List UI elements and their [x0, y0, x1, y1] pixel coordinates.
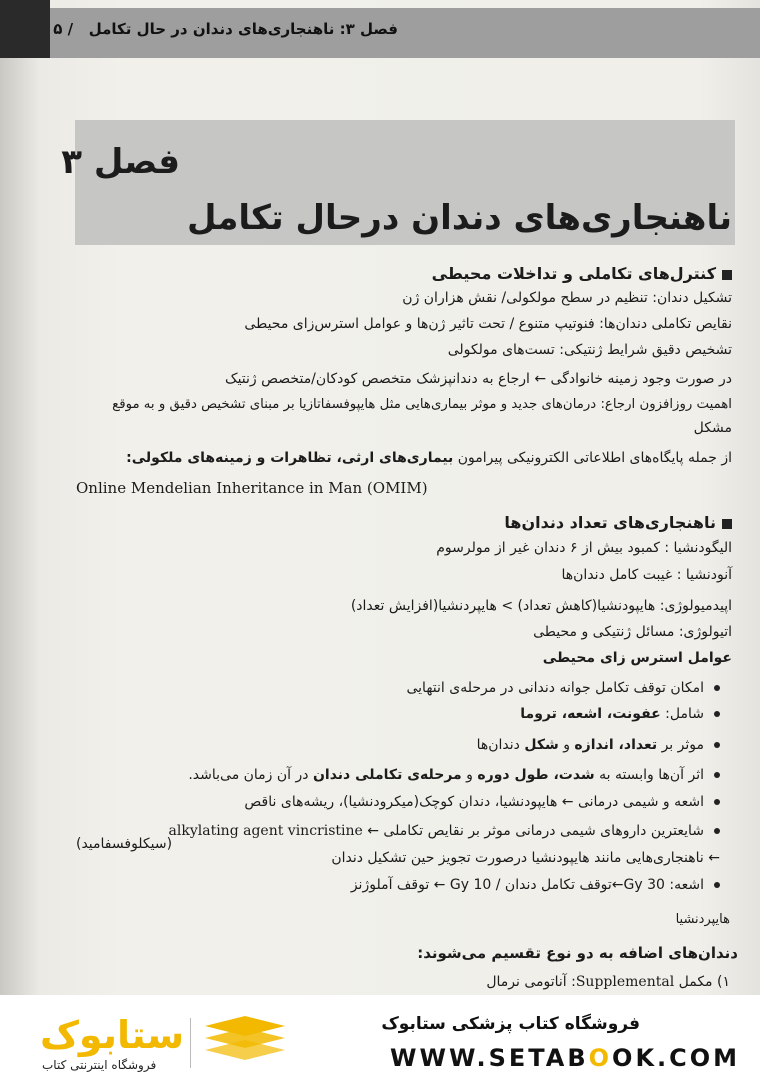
- text-line: اتیولوژی: مسائل ژنتیکی و محیطی: [533, 624, 732, 640]
- book-stack-logo-icon: [205, 1016, 285, 1068]
- square-bullet-icon: [722, 519, 732, 529]
- shop-logo-text: ستابوک: [40, 1013, 185, 1057]
- list-item: اشعه: 30 Gy←توقف تکامل دندان / 10 Gy ← توقف آملوژنز: [351, 877, 720, 893]
- chapter-title: ناهنجاری‌های دندان درحال تکامل: [186, 198, 732, 238]
- bullet-dot-icon: [714, 711, 720, 717]
- list-item: شایعترین داروهای شیمی درمانی موثر بر نقایص تکاملی ← alkylating agent vincristine: [169, 823, 720, 839]
- list-item: امکان توقف تکامل جوانه دندانی در مرحله‌ی انتهایی: [406, 680, 720, 696]
- shop-logo-subtitle: فروشگاه اینترنتی کتاب: [42, 1058, 157, 1072]
- chapter-label: فصل ۳: [61, 142, 180, 182]
- text-line: آنودنشیا : غیبت کامل دندان‌ها: [561, 567, 732, 583]
- text-line: نقایص تکاملی دندان‌ها: فنوتیپ متنوع / تحت تاثیر ژن‌ها و عوامل استرس‌زای محیطی: [244, 316, 732, 332]
- list-item: شامل: عفونت، اشعه، تروما: [520, 706, 720, 722]
- bullet-dot-icon: [714, 828, 720, 834]
- header-corner-block: [0, 0, 50, 58]
- list-item-continuation: (سیکلوفسفامید): [76, 836, 173, 852]
- bullet-dot-icon: [714, 742, 720, 748]
- text-line: مشکل: [693, 420, 732, 436]
- running-title: فصل ۳: ناهنجاری‌های دندان در حال تکامل: [88, 20, 398, 38]
- bullet-dot-icon: [714, 799, 720, 805]
- subheading: عوامل استرس زای محیطی: [542, 650, 732, 666]
- bullet-dot-icon: [714, 685, 720, 691]
- list-item-continuation: ← ناهنجاری‌هایی مانند هایپودنشیا درصورت تجویز حین تشکیل دندان: [331, 850, 720, 866]
- text-line: ۱) مکمل Supplemental: آناتومی نرمال: [486, 974, 730, 990]
- bullet-dot-icon: [714, 772, 720, 778]
- bullet-dot-icon: [714, 882, 720, 888]
- list-item: موثر بر تعداد، اندازه و شکل دندان‌ها: [477, 737, 720, 753]
- database-line: از جمله پایگاه‌های اطلاعاتی الکترونیکی پیرامون بیماری‌های ارثی، تظاهرات و زمینه‌های ملکولی:: [126, 450, 732, 466]
- text-line: اهمیت روزافزون ارجاع: درمان‌های جدید و موثر بیماری‌هایی مثل هایپوفسفاتازیا بر مبنای تشخیص دقیق و به موقع: [112, 397, 732, 412]
- shop-url[interactable]: WWW.SETABOOK.COM: [390, 1044, 741, 1072]
- page-number: / ۵: [53, 20, 74, 38]
- subheading: هایپردنشیا: [675, 912, 730, 927]
- text-line: الیگودنشیا : کمبود بیش از ۶ دندان غیر از مولرسوم: [436, 540, 732, 556]
- list-item: اشعه و شیمی درمانی ← هایپودنشیا، دندان کوچک(میکرودنشیا)، ریشه‌های ناقص: [244, 794, 720, 810]
- text-line: تشکیل دندان: تنظیم در سطح مولکولی/ نقش هزاران ژن: [402, 290, 732, 306]
- omim-reference: Online Mendelian Inheritance in Man (OMIM): [76, 479, 428, 497]
- text-line: تشخیص دقیق شرایط ژنتیکی: تست‌های مولکولی: [447, 342, 732, 358]
- square-bullet-icon: [722, 270, 732, 280]
- text-line: اپیدمیولوژی: هایپودنشیا(کاهش تعداد) > هایپردنشیا(افزایش تعداد): [350, 598, 732, 614]
- section-heading: کنترل‌های تکاملی و تداخلات محیطی: [432, 264, 732, 283]
- text-line: در صورت وجود زمینه خانوادگی ← ارجاع به دندانپزشک متخصص کودکان/متخصص ژنتیک: [225, 371, 732, 387]
- section-heading: ناهنجاری‌های تعداد دندان‌ها: [504, 513, 732, 532]
- running-header: [53, 20, 398, 38]
- footer-divider: [190, 1018, 191, 1068]
- text-line: دندان‌های اضافه به دو نوع تقسیم می‌شوند:: [417, 944, 738, 962]
- list-item: اثر آن‌ها وابسته به شدت، طول دوره و مرحله‌ی تکاملی دندان در آن زمان می‌باشد.: [188, 767, 720, 783]
- shop-name: فروشگاه کتاب پزشکی ستابوک: [381, 1014, 640, 1034]
